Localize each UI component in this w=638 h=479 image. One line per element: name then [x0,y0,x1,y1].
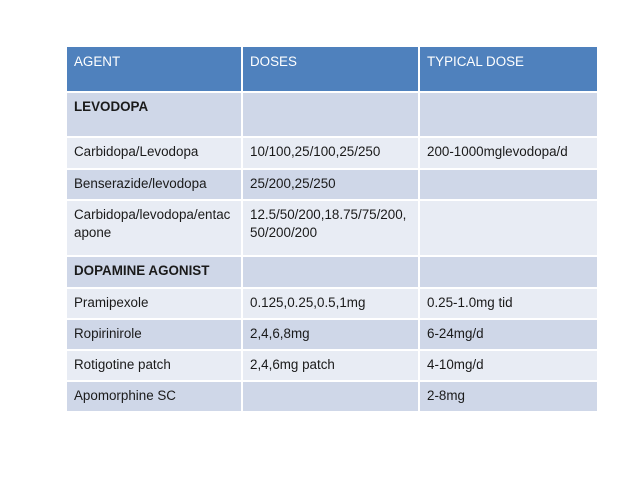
agent-cell: DOPAMINE AGONIST [67,257,243,289]
doses-cell: 10/100,25/100,25/250 [243,138,420,170]
typical-dose-cell: 200-1000mglevodopa/d [420,138,597,170]
agent-cell: Benserazide/levodopa [67,170,243,201]
typical-dose-cell: 2-8mg [420,382,597,413]
typical-dose-cell [420,257,597,289]
typical-dose-cell: 6-24mg/d [420,320,597,351]
doses-cell: 0.125,0.25,0.5,1mg [243,289,420,320]
doses-cell: 25/200,25/250 [243,170,420,201]
typical-dose-cell [420,201,597,257]
doses-cell: 2,4,6,8mg [243,320,420,351]
header-typical-dose: TYPICAL DOSE [420,47,597,93]
doses-cell [243,93,420,138]
agent-cell: Pramipexole [67,289,243,320]
doses-cell [243,257,420,289]
typical-dose-cell [420,170,597,201]
doses-cell: 2,4,6mg patch [243,351,420,382]
typical-dose-cell: 4-10mg/d [420,351,597,382]
dose-table [67,47,597,413]
agent-cell: Apomorphine SC [67,382,243,413]
header-doses: DOSES [243,47,420,93]
doses-cell [243,382,420,413]
agent-cell: Rotigotine patch [67,351,243,382]
agent-cell: LEVODOPA [67,93,243,138]
agent-cell: Ropirinirole [67,320,243,351]
typical-dose-cell [420,93,597,138]
header-agent: AGENT [67,47,243,93]
agent-cell: Carbidopa/Levodopa [67,138,243,170]
typical-dose-cell: 0.25-1.0mg tid [420,289,597,320]
doses-cell: 12.5/50/200,18.75/75/200,50/200/200 [243,201,420,257]
agent-cell: Carbidopa/levodopa/entacapone [67,201,243,257]
